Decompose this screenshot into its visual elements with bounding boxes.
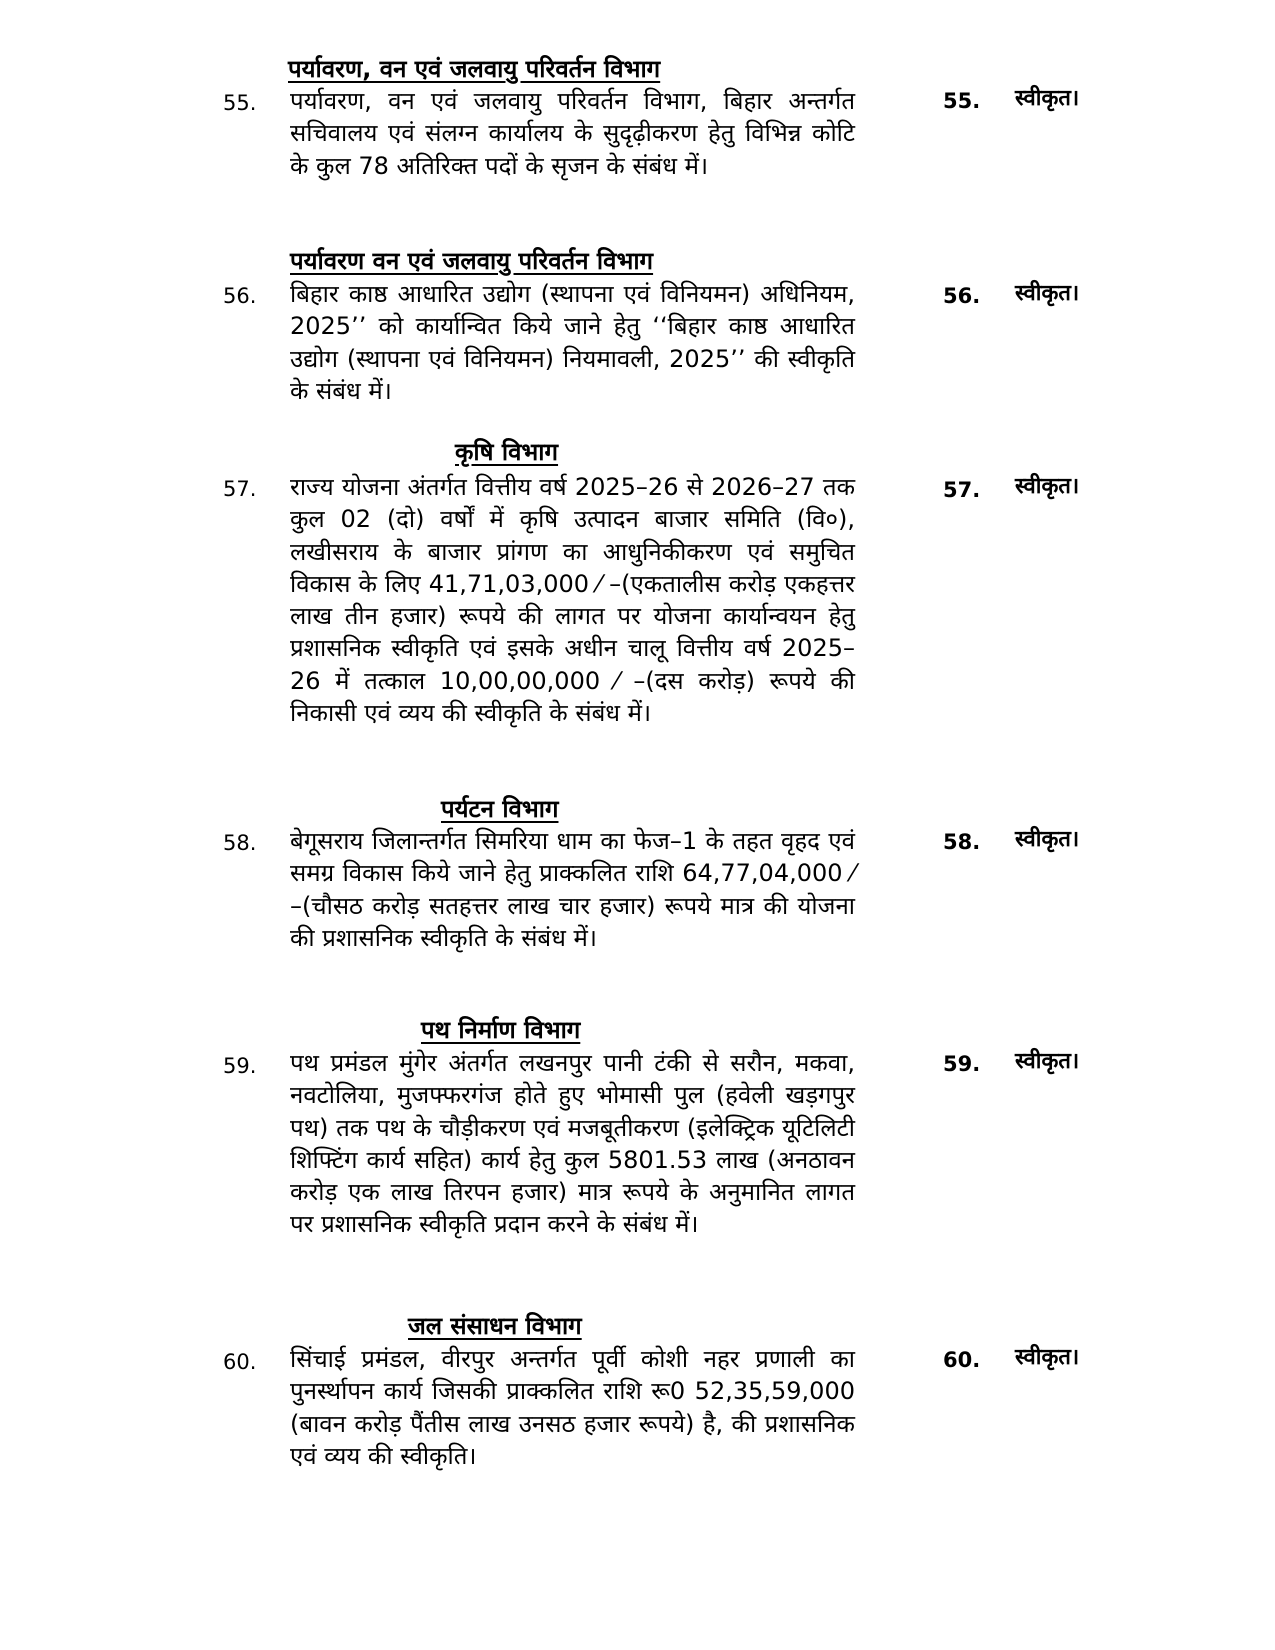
decision-status: स्वीकृत। xyxy=(1015,281,1080,306)
item-description: पर्यावरण, वन एवं जलवायु परिवर्तन विभाग, बिहार अन्तर्गत सचिवालय एवं संलग्न कार्यालय के सुदृढ़ीकरण हेतु विभिन्न कोटि के कुल 78 अतिरिक्त पदों के सृजन के संबंध में। xyxy=(290,87,855,180)
department-heading: पर्यटन विभाग xyxy=(441,795,559,823)
decision-number: 59. xyxy=(943,1052,981,1076)
department-heading: जल संसाधन विभाग xyxy=(408,1312,582,1340)
decision-number: 55. xyxy=(943,89,981,113)
department-heading: पर्यावरण, वन एवं जलवायु परिवर्तन विभाग xyxy=(288,55,661,83)
decision-number: 60. xyxy=(943,1348,981,1372)
item-number: 60. xyxy=(223,1350,257,1374)
department-heading: कृषि विभाग xyxy=(455,438,559,466)
item-description: सिंचाई प्रमंडल, वीरपुर अन्तर्गत पूर्वी कोशी नहर प्रणाली का पुनर्स्थापन कार्य जिसकी प्राक्कलित राशि रू0 52,35,59,000 (बावन करोड़ पैंतीस लाख उनसठ हजार रूपये) है, की प्रशासनिक एवं व्यय की स्वीकृति। xyxy=(290,1345,855,1470)
item-description: बिहार काष्ठ आधारित उद्योग (स्थापना एवं विनियमन) अधिनियम, 2025’’ को कार्यान्वित किये जाने हेतु ‘‘बिहार काष्ठ आधारित उद्योग (स्थापना एवं विनियमन) नियमावली, 2025’’ की स्वीकृति के संबंध में। xyxy=(290,280,855,405)
item-number: 59. xyxy=(223,1054,257,1078)
decision-number: 57. xyxy=(943,478,981,502)
department-heading: पर्यावरण वन एवं जलवायु परिवर्तन विभाग xyxy=(290,247,654,275)
item-number: 58. xyxy=(223,831,257,855)
item-number: 56. xyxy=(223,284,257,308)
item-description: राज्य योजना अंतर्गत वित्तीय वर्ष 2025–26 से 2026–27 तक कुल 02 (दो) वर्षों में कृषि उत्पादन बाजार समिति (वि०), लखीसराय के बाजार प्रांगण का आधुनिकीकरण एवं समुचित विकास के लिए 41,71,03,000 ⁄ –(एकतालीस करोड़ एकहत्तर लाख तीन हजार) रूपये की लागत पर योजना कार्यान्वयन हेतु प्रशासनिक स्वीकृति एवं इसके अधीन चालू वित्तीय वर्ष 2025–26 में तत्काल 10,00,00,000 ⁄ –(दस करोड़) रूपये की निकासी एवं व्यय की स्वीकृति के संबंध में। xyxy=(290,473,855,728)
decision-number: 56. xyxy=(943,284,981,308)
decision-status: स्वीकृत। xyxy=(1015,827,1080,852)
decision-status: स्वीकृत। xyxy=(1015,86,1080,111)
decision-status: स्वीकृत। xyxy=(1015,1049,1080,1074)
item-description: बेगूसराय जिलान्तर्गत सिमरिया धाम का फेज–1 के तहत वृहद एवं समग्र विकास किये जाने हेतु प्राक्कलित राशि 64,77,04,000 ⁄ –(चौसठ करोड़ सतहत्तर लाख चार हजार) रूपये मात्र की योजना की प्रशासनिक स्वीकृति के संबंध में। xyxy=(290,827,855,952)
decision-number: 58. xyxy=(943,830,981,854)
decision-status: स्वीकृत। xyxy=(1015,1345,1080,1370)
item-number: 57. xyxy=(223,477,257,501)
item-description: पथ प्रमंडल मुंगेर अंतर्गत लखनपुर पानी टंकी से सरौन, मकवा, नवटोलिया, मुजफ्फरगंज होते हुए भोमासी पुल (हवेली खड़गपुर पथ) तक पथ के चौड़ीकरण एवं मजबूतीकरण (इलेक्ट्रिक यूटिलिटी शिफ्टिंग कार्य सहित) कार्य हेतु कुल 5801.53 लाख (अनठावन करोड़ एक लाख तिरपन हजार) मात्र रूपये के अनुमानित लागत पर प्रशासनिक स्वीकृति प्रदान करने के संबंध में। xyxy=(290,1049,855,1239)
item-number: 55. xyxy=(223,91,257,115)
decision-status: स्वीकृत। xyxy=(1015,474,1080,499)
department-heading: पथ निर्माण विभाग xyxy=(421,1016,581,1044)
